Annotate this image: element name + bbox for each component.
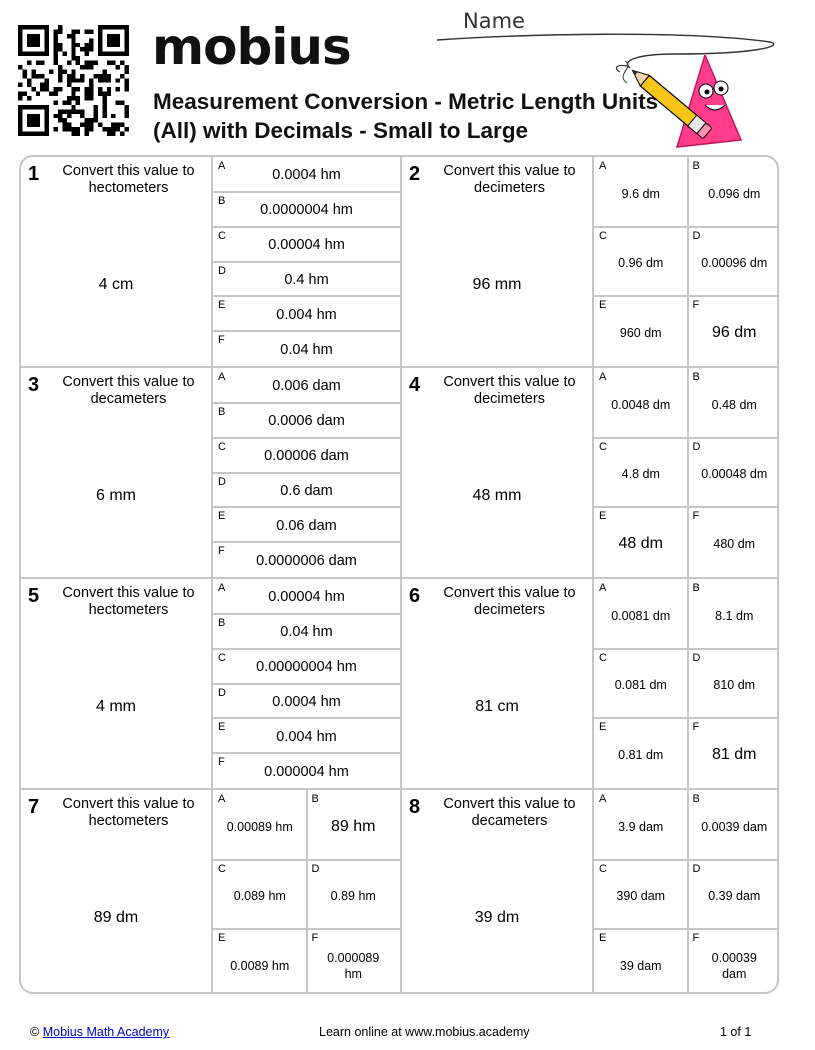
answer-choice-a[interactable] (213, 157, 400, 192)
divider (687, 157, 689, 366)
page-number: 1 of 1 (720, 1025, 752, 1039)
problem-number: 8 (409, 796, 421, 818)
choice-text: 0.89 hm (330, 889, 376, 904)
choice-letter: F (218, 334, 225, 347)
choice-text: 0.06 dam (276, 517, 337, 534)
choice-text: 390 dam (616, 889, 666, 904)
choice-letter: F (692, 721, 700, 734)
choice-letter: F (692, 932, 700, 945)
problem-8 (402, 790, 779, 994)
answer-choice-e[interactable] (213, 929, 307, 994)
answer-choice-f[interactable] (213, 542, 400, 577)
answer-choice-a[interactable] (213, 579, 400, 614)
divider (213, 330, 400, 332)
problem-value: 96 mm (472, 275, 522, 293)
problem-number: 4 (409, 374, 421, 396)
choice-letter: C (218, 862, 226, 875)
answer-choice-a[interactable] (594, 790, 688, 860)
divider (213, 472, 400, 474)
choice-text: 0.39 dam (708, 889, 761, 904)
choice-text: 810 dm (713, 678, 756, 693)
answer-choice-b[interactable] (688, 368, 780, 438)
problem-3 (21, 368, 400, 577)
problem-4 (402, 368, 779, 577)
choice-text: 0.0000004 hm (260, 202, 353, 219)
choice-letter: A (599, 160, 607, 172)
choice-text: 0.6 dam (280, 482, 333, 499)
choice-letter: E (599, 299, 607, 312)
choice-letter: A (218, 160, 226, 172)
choice-letter: E (218, 932, 226, 945)
answer-choice-f[interactable] (213, 331, 400, 366)
answer-choices (211, 368, 400, 577)
row-separator (21, 366, 777, 368)
choice-letter: D (218, 686, 226, 699)
divider (213, 541, 400, 543)
choice-letter: C (599, 651, 607, 664)
choice-text: 0.00004 hm (268, 589, 345, 606)
problem-5 (21, 579, 400, 788)
choice-text: 0.0004 hm (272, 167, 341, 184)
answer-choice-b[interactable] (213, 614, 400, 649)
problem-6 (402, 579, 779, 788)
choice-text: 0.081 dm (614, 678, 667, 693)
answer-choice-c[interactable] (213, 649, 400, 684)
answer-choice-a[interactable] (594, 368, 688, 438)
qr-code (18, 25, 129, 136)
answer-choice-d[interactable] (213, 473, 400, 508)
answer-choice-c[interactable] (594, 227, 688, 297)
divider (213, 648, 400, 650)
answer-choice-c[interactable] (594, 438, 688, 508)
answer-choice-c[interactable] (594, 860, 688, 930)
choice-text: 0.000089 hm (327, 951, 380, 982)
choice-text: 0.00000004 hm (256, 659, 357, 676)
problem-value: 48 mm (472, 486, 522, 504)
answer-choice-f[interactable] (213, 753, 400, 788)
choice-text: 0.0004 hm (272, 693, 341, 710)
answer-choices (211, 579, 400, 788)
answer-choice-f[interactable] (688, 507, 780, 577)
problem-number: 1 (28, 163, 40, 185)
answer-choice-d[interactable] (307, 860, 401, 930)
answer-choice-d[interactable] (688, 860, 780, 930)
problem-value: 6 mm (96, 486, 136, 504)
answer-choice-c[interactable] (213, 438, 400, 473)
choice-letter: C (218, 229, 226, 242)
answer-choice-b[interactable] (688, 579, 780, 649)
answer-choice-c[interactable] (213, 860, 307, 930)
divider (213, 717, 400, 719)
answer-choice-e[interactable] (594, 507, 688, 577)
choice-text: 0.04 hm (280, 341, 333, 358)
problem-2 (402, 157, 779, 366)
answer-choice-d[interactable] (688, 227, 780, 297)
choice-text: 0.48 dm (711, 397, 757, 412)
choice-letter: F (692, 299, 700, 312)
choice-text: 81 dm (712, 746, 757, 764)
choice-letter: A (218, 582, 226, 594)
choice-text: 9.6 dm (621, 186, 660, 201)
choice-letter: C (218, 440, 226, 453)
answer-choice-e[interactable] (213, 718, 400, 753)
worksheet-title: Measurement Conversion - Metric Length Units (All) with Decimals - Small to Large (153, 89, 659, 143)
answer-choices (592, 579, 779, 788)
problem-number: 7 (28, 796, 40, 818)
problem-prompt: Convert this value to hectometers (62, 585, 195, 618)
answer-choices (592, 157, 779, 366)
choice-text: 0.00039 dam (711, 951, 757, 982)
answer-choice-d[interactable] (688, 649, 780, 719)
choice-text: 0.04 hm (280, 624, 333, 641)
choice-letter: D (692, 651, 701, 664)
answer-choice-a[interactable] (594, 579, 688, 649)
choice-text: 0.00089 hm (226, 819, 293, 834)
divider (213, 752, 400, 754)
choice-letter: D (692, 440, 701, 453)
divider (687, 790, 689, 994)
answer-choice-b[interactable] (213, 192, 400, 227)
choice-letter: B (311, 793, 319, 805)
choice-letter: F (218, 545, 225, 558)
divider (213, 683, 400, 685)
choice-text: 0.004 hm (276, 728, 337, 745)
choice-text: 0.00048 dm (701, 467, 768, 482)
answer-choice-e[interactable] (594, 929, 688, 994)
answer-choice-d[interactable] (213, 262, 400, 297)
name-label: Name (463, 9, 525, 33)
mobius-logo: mobius (152, 18, 351, 76)
choice-text: 0.0039 dam (701, 819, 768, 834)
choice-text: 96 dm (712, 324, 757, 342)
choice-letter: C (599, 440, 607, 453)
row-separator (21, 788, 777, 790)
choice-text: 0.00004 hm (268, 237, 345, 254)
choice-text: 480 dm (713, 537, 756, 552)
mascot-illustration (605, 55, 745, 155)
copyright-symbol: © (30, 1025, 40, 1039)
problem-prompt: Convert this value to decimeters (443, 374, 576, 407)
problem-prompt: Convert this value to hectometers (62, 163, 195, 196)
column-separator (400, 157, 402, 992)
choice-text: 4.8 dm (621, 467, 660, 482)
choice-letter: C (599, 862, 607, 875)
answer-choice-f[interactable] (688, 929, 780, 994)
answer-choice-f[interactable] (688, 296, 780, 366)
problem-7 (21, 790, 400, 994)
choice-text: 0.096 dm (708, 186, 761, 201)
answer-choice-b[interactable] (307, 790, 401, 860)
choice-letter: F (692, 510, 700, 523)
problem-prompt: Convert this value to decameters (443, 796, 576, 829)
choice-text: 8.1 dm (715, 608, 754, 623)
choice-letter: B (692, 371, 700, 383)
choice-text: 0.96 dm (618, 256, 664, 271)
choice-text: 0.0000006 dam (256, 552, 357, 569)
choice-letter: E (599, 932, 607, 945)
answer-choice-a[interactable] (213, 790, 307, 860)
answer-choice-e[interactable] (213, 296, 400, 331)
choice-letter: B (218, 616, 226, 629)
choice-text: 0.00006 dam (264, 448, 349, 465)
answer-choices (211, 157, 400, 366)
choice-letter: E (599, 721, 607, 734)
choice-text: 0.4 hm (284, 271, 329, 288)
divider (306, 790, 308, 994)
choice-letter: A (599, 793, 607, 805)
problem-number: 6 (409, 585, 421, 607)
choice-letter: F (218, 756, 225, 769)
choice-letter: D (692, 862, 701, 875)
choice-text: 0.0089 hm (230, 959, 290, 974)
answer-choice-e[interactable] (594, 296, 688, 366)
choice-letter: A (218, 371, 226, 383)
choice-text: 0.089 hm (233, 889, 286, 904)
choice-letter: B (218, 405, 226, 418)
problem-prompt: Convert this value to decameters (62, 374, 195, 407)
answer-choice-c[interactable] (213, 227, 400, 262)
choice-text: 0.000004 hm (264, 763, 349, 780)
choice-text: 0.0048 dm (611, 397, 671, 412)
choice-letter: D (218, 475, 226, 488)
choice-letter: E (218, 510, 226, 523)
choice-letter: E (218, 299, 226, 312)
choice-letter: D (218, 264, 226, 277)
answer-choice-d[interactable] (688, 438, 780, 508)
choice-letter: D (311, 862, 320, 875)
choice-letter: B (692, 582, 700, 594)
divider (213, 226, 400, 228)
answer-choices (211, 790, 400, 994)
divider (213, 437, 400, 439)
academy-link[interactable]: Mobius Math Academy (42, 1025, 170, 1039)
answer-choice-f[interactable] (307, 929, 401, 994)
answer-choice-d[interactable] (213, 684, 400, 719)
problem-1 (21, 157, 400, 366)
choice-text: 39 dam (619, 959, 662, 974)
choice-text: 0.00096 dm (701, 256, 768, 271)
divider (687, 579, 689, 788)
choice-text: 0.0006 dam (268, 413, 345, 430)
choice-letter: B (218, 194, 226, 207)
divider (687, 368, 689, 577)
choice-letter: C (599, 229, 607, 242)
answer-choice-b[interactable] (688, 790, 780, 860)
row-separator (21, 577, 777, 579)
answer-choice-c[interactable] (594, 649, 688, 719)
answer-choice-b[interactable] (213, 403, 400, 438)
problem-value: 89 dm (93, 908, 139, 926)
problem-number: 2 (409, 163, 421, 185)
problem-prompt: Convert this value to decimeters (443, 163, 576, 196)
divider (213, 191, 400, 193)
answer-choice-b[interactable] (688, 157, 780, 227)
choice-text: 48 dm (618, 535, 663, 553)
choice-text: 89 hm (331, 817, 376, 835)
divider (213, 402, 400, 404)
problem-prompt: Convert this value to hectometers (62, 796, 195, 829)
choice-letter: C (218, 651, 226, 664)
problem-number: 3 (28, 374, 40, 396)
choice-letter: A (599, 371, 607, 383)
problem-value: 4 cm (98, 275, 134, 293)
choice-letter: D (692, 229, 701, 242)
choice-letter: B (692, 160, 700, 172)
problem-prompt: Convert this value to decimeters (443, 585, 576, 618)
problem-value: 4 mm (96, 697, 136, 715)
footer-copyright (30, 1025, 169, 1039)
choice-text: 0.0081 dm (611, 608, 671, 623)
divider (213, 295, 400, 297)
worksheet-grid (19, 155, 779, 994)
problem-number: 5 (28, 585, 40, 607)
choice-letter: F (311, 932, 319, 945)
problem-value: 39 dm (474, 908, 520, 926)
answer-choices (592, 368, 779, 577)
choice-text: 0.006 dam (272, 378, 341, 395)
choice-text: 0.81 dm (618, 748, 664, 763)
choice-letter: E (218, 721, 226, 734)
choice-text: 960 dm (619, 326, 662, 341)
choice-letter: E (599, 510, 607, 523)
footer-learn-online: Learn online at www.mobius.academy (319, 1025, 530, 1039)
divider (213, 613, 400, 615)
answer-choice-a[interactable] (594, 157, 688, 227)
answer-choice-f[interactable] (688, 718, 780, 788)
answer-choice-a[interactable] (213, 368, 400, 403)
choice-text: 3.9 dam (618, 819, 664, 834)
choice-text: 0.004 hm (276, 306, 337, 323)
answer-choice-e[interactable] (594, 718, 688, 788)
divider (213, 506, 400, 508)
choice-letter: B (692, 793, 700, 805)
answer-choices (592, 790, 779, 994)
choice-letter: A (218, 793, 226, 805)
divider (213, 261, 400, 263)
answer-choice-e[interactable] (213, 507, 400, 542)
choice-letter: A (599, 582, 607, 594)
problem-value: 81 cm (475, 697, 519, 715)
